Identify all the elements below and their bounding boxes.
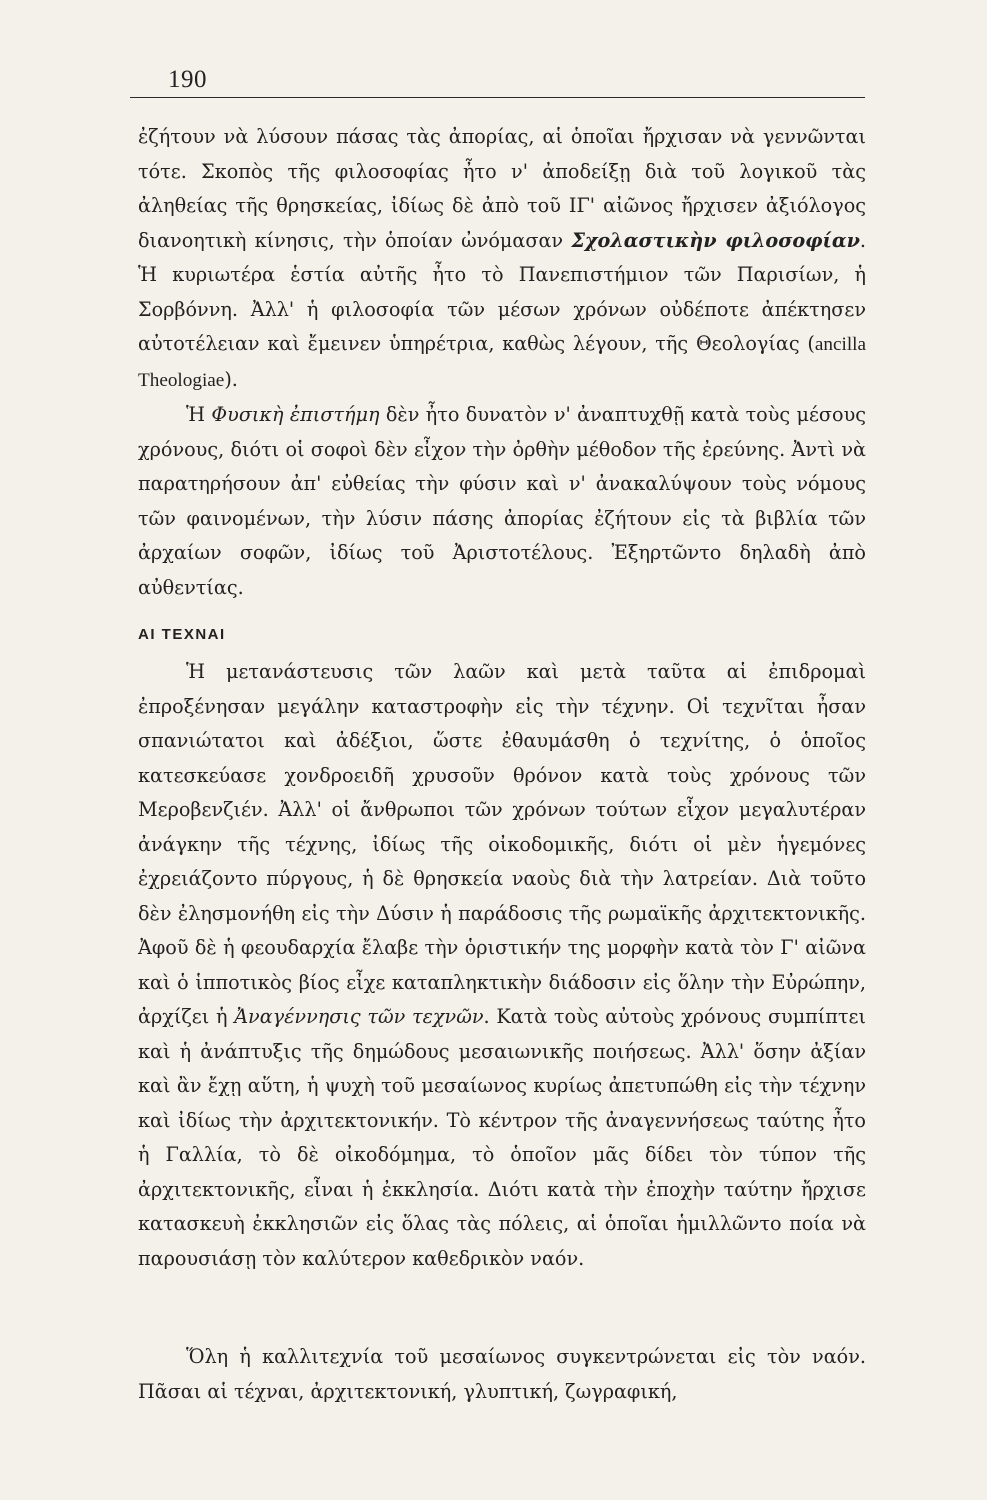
paragraph-church-art-body: Ὅλη ἡ καλλιτεχνία τοῦ μεσαίωνος συγκεντρώνεται εἰς τὸν ναόν. Πᾶσαι αἱ τέχναι, ἀρχιτεκτονική, γλυπτική, ζωγραφική, <box>138 1345 866 1403</box>
paragraph-philosophy-text-3: ). <box>224 367 238 391</box>
term-renaissance-of-arts: Ἀναγέννησις τῶν τεχνῶν <box>234 1005 484 1028</box>
header-rule <box>130 97 865 98</box>
paragraph-philosophy-text-2: . Ἡ κυριωτέρα ἑστία αὐτῆς ἦτο τὸ Πανεπιστήμιον τῶν Παρισίων, ἡ Σορβόννη. Ἀλλ' ἡ φιλοσοφία τῶν μέσων χρόνων οὐδέποτε ἀπέκτησεν αὐτοτέλειαν καὶ ἔμεινεν ὑπηρέτρια, καθὼς λέγουν, τῆς Θεολογίας ( <box>138 228 867 355</box>
paragraph-natural-science <box>138 398 866 605</box>
paragraph-arts-text-1: Ἡ μετανάστευσις τῶν λαῶν καὶ μετὰ ταῦτα αἱ ἐπιδρομαὶ ἐπροξένησαν μεγάλην καταστροφὴν εἰς τὴν τέχνην. Οἱ τεχνῖται ἦσαν σπανιώτατοι καὶ ἀδέξιοι, ὥστε ἐθαυμάσθη ὁ τεχνίτης, ὁ ὁποῖος κατεσκεύασε χονδροειδῆ χρυσοῦν θρόνον κατὰ τοὺς χρόνους τῶν Μεροβενζιέν. Ἀλλ' οἱ ἄνθρωποι τῶν χρόνων τούτων εἶχον μεγαλυτέραν ἀνάγκην τῆς τέχνης, ἰδίως τῆς οἰκοδομικῆς, διότι οἱ μὲν ἡγεμόνες ἐχρειάζοντο πύργους, ἡ δὲ θρησκεία ναοὺς διὰ τὴν λατρείαν. Διὰ τοῦτο δὲν ἐλησμονήθη εἰς τὴν Δύσιν ἡ παράδοσις τῆς ρωμαϊκῆς ἀρχιτεκτονικῆς. Ἀφοῦ δὲ ἡ φεουδαρχία ἔλαβε τὴν ὁριστικήν της μορφὴν κατὰ τὸν Γ' αἰῶνα καὶ ὁ ἱπποτικὸς βίος εἶχε καταπληκτικὴν διάδοσιν εἰς ὅλην τὴν Εὐρώπην, ἀρχίζει ἡ <box>138 660 866 1028</box>
latin-phrase: ancilla Theologiae <box>138 334 866 391</box>
paragraph-philosophy <box>138 120 866 605</box>
paragraph-arts <box>138 655 866 1276</box>
paragraph-church-art <box>138 1340 866 1409</box>
paragraph-arts-text-2: . Κατὰ τοὺς αὐτοὺς χρόνους συμπίπτει καὶ ἡ ἀνάπτυξις τῆς δημώδους μεσαιωνικῆς ποιήσεως. Ἀλλ' ὅσην ἀξίαν καὶ ἂν ἔχῃ αὕτη, ἡ ψυχὴ τοῦ μεσαίωνος κυρίως ἀπετυπώθη εἰς τὴν τέχνην καὶ ἰδίως τὴν ἀρχιτεκτονικήν. Τὸ κέντρον τῆς ἀναγεννήσεως ταύτης ἦτο ἡ Γαλλία, τὸ δὲ οἰκοδόμημα, τὸ ὁποῖον μᾶς δίδει τὸν τύπον τῆς ἀρχιτεκτονικῆς, εἶναι ἡ ἐκκλησία. Διότι κατὰ τὴν ἐποχὴν ταύτην ἤρχισε κατασκευὴ ἐκκλησιῶν εἰς ὅλας τὰς πόλεις, αἱ ὁποῖαι ἡμιλλῶντο ποία νὰ παρουσιάσῃ τὸν καλύτερον καθεδρικὸν ναόν. <box>138 1005 866 1270</box>
paragraph-science-text-1: δὲν ἦτο δυνατὸν ν' ἀναπτυχθῇ κατὰ τοὺς μέσους χρόνους, διότι οἱ σοφοὶ δὲν εἶχον τὴν ὀρθὴν μέθοδον τῆς ἐρεύνης. Ἀντὶ νὰ παρατηρήσουν ἀπ' εὐθείας τὴν φύσιν καὶ ν' ἀνακαλύψουν τοὺς νόμους τῶν φαινομένων, τὴν λύσιν πάσης ἀπορίας ἐζήτουν εἰς τὰ βιβλία τῶν ἀρχαίων σοφῶν, ἰδίως τοῦ Ἀριστοτέλους. Ἐξηρτῶντο δηλαδὴ ἀπὸ αὐθεντίας. <box>138 403 866 599</box>
page-number: 190 <box>168 66 207 93</box>
section-heading-arts: ΑΙ ΤΕΧΝΑΙ <box>138 626 226 643</box>
term-natural-science: Φυσικὴ ἐπιστήμη <box>211 403 380 426</box>
paragraph-philosophy-text-1: ἐζήτουν νὰ λύσουν πάσας τὰς ἀπορίας, αἱ ὁποῖαι ἤρχισαν νὰ γεννῶνται τότε. Σκοπὸς τῆς φιλοσοφίας ἦτο ν' ἀποδείξῃ διὰ τοῦ λογικοῦ τὰς ἀληθείας τῆς θρησκείας, ἰδίως δὲ ἀπὸ τοῦ ΙΓ' αἰῶνος ἤρχισεν ἀξιόλογος διανοητικὴ κίνησις, τὴν ὁποίαν ὠνόμασαν <box>138 125 866 252</box>
term-scholastic-philosophy: Σχολαστικὴν φιλοσοφίαν <box>571 228 860 252</box>
paragraph-science-text-0: Ἡ <box>186 403 212 426</box>
paragraph-arts-body <box>138 655 866 1276</box>
